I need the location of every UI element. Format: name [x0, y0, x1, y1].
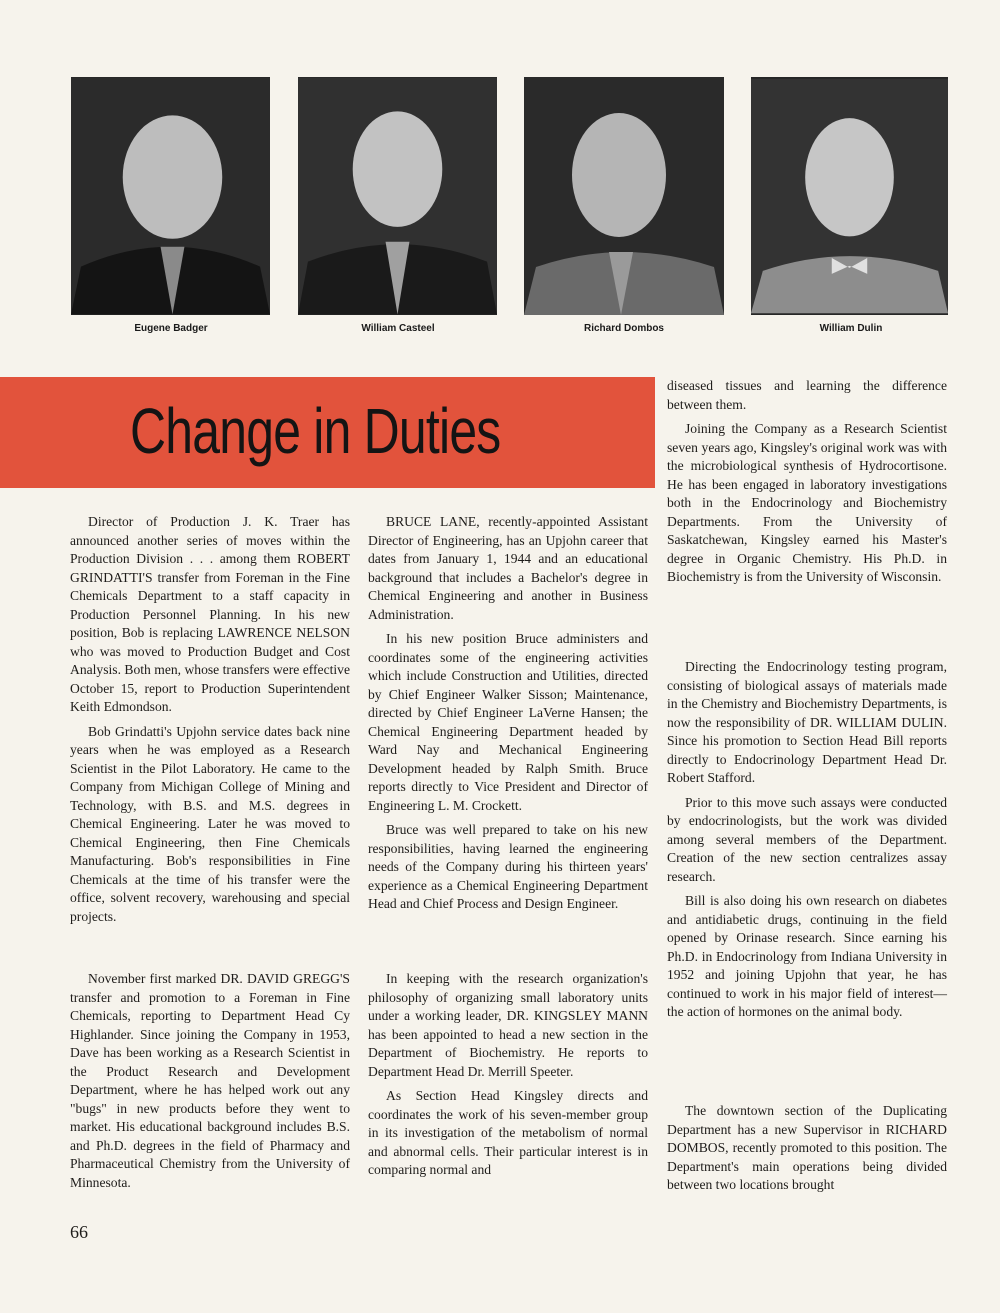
paragraph: As Section Head Kingsley directs and coordinates the work of his seven-member group in its investigation of the metabolism of normal and abnormal cells. Their particular interest is in comparing normal and [368, 1088, 648, 1177]
article-column-2-top [368, 513, 648, 920]
page-number: 66 [70, 1222, 88, 1242]
article-column-2-bottom [368, 970, 648, 1186]
portrait-photo [524, 77, 724, 315]
paragraph: BRUCE LANE, recently-appointed Assistant Director of Engineering, has an Upjohn career that dates from January 1, 1944 and an educational background that includes a Bachelor's degree in Chemical Engineering and another in Business Administration. [368, 514, 648, 622]
paragraph: The downtown section of the Duplicating Department has a new Supervisor in RICHARD DOMBOS, recently promoted to this position. The Department's main operations being divided between two locations brought [667, 1103, 947, 1192]
paragraph: Joining the Company as a Research Scientist seven years ago, Kingsley's original work was with the microbiological synthesis of Hydrocortisone. He has been engaged in laboratory investigations both in the Endocrinology and Biochemistry Departments. From the University of Saskatchewan, Kingsley earned his Master's degree in Organic Chemistry. His Ph.D. in Biochemistry is from the University of Wisconsin. [667, 421, 947, 584]
article-column-3-middle [667, 658, 947, 1028]
page-title: Change in Duties [130, 395, 501, 467]
article-column-1-top [70, 513, 350, 932]
paragraph: Bruce was well prepared to take on his new responsibilities, having learned the engineering needs of the Company during his thirteen years' experience as a Chemical Engineering Department Head and Chief Process and Design Engineer. [368, 822, 648, 911]
paragraph: Directing the Endocrinology testing program, consisting of biological assays of materials made in the Chemistry and Biochemistry Departments, is now the responsibility of DR. WILLIAM DULIN. Since his promotion to Section Head Bill reports directly to Endocrinology Department Head Dr. Robert Stafford. [667, 659, 947, 785]
paragraph: Bob Grindatti's Upjohn service dates back nine years when he was employed as a Research Scientist in the Pilot Laboratory. He came to the Company from Michigan College of Mining and Technology, with B.S. and M.S. degrees in Chemical Engineering. Later he was moved to Chemical Engineering, then Fine Chemicals Manufacturing. Bob's responsibilities in Fine Chemicals at the time of his transfer were the office, solvent recovery, warehousing and special projects. [70, 723, 350, 924]
paragraph: Prior to this move such assays were conducted by endocrinologists, but the work was divided among several members of the Department. Creation of the new section centralizes assay research. [667, 794, 947, 884]
portrait-photo [751, 77, 948, 315]
photo-caption: William Dulin [819, 323, 883, 334]
paragraph: diseased tissues and learning the difference between them. [667, 378, 947, 412]
article-column-3-top [667, 377, 947, 593]
photo-caption: Eugene Badger [134, 323, 208, 334]
paragraph: In his new position Bruce administers and coordinates some of the engineering activities which include Construction and Utilities, directed by Chief Engineer Walker Sisson; Maintenance, directed by Chief Engineer LaVerne Hansen; the Chemical Engineering Department headed by Ward Nay and Mechanical Engineering Development headed by Ralph Smith. Bruce reports directly to Vice President and Director of Engineering L. M. Crockett. [368, 631, 648, 813]
photo-caption: Richard Dombos [583, 323, 664, 334]
portrait-photo [71, 77, 270, 315]
article-column-3-bottom [667, 1102, 947, 1201]
paragraph: Bill is also doing his own research on diabetes and antidiabetic drugs, continuing in the field opened by Orinase research. Since earning his Ph.D. in Endocrinology from Indiana University in 1952 and joining Upjohn that year, he has continued to work in his major field of interest—the action of hormones on the animal body. [667, 893, 947, 1019]
photo-caption: William Casteel [361, 323, 435, 334]
paragraph: In keeping with the research organization's philosophy of organizing small laboratory units under a working leader, DR. KINGSLEY MANN has been appointed to head a new section in the Department of Biochemistry. He reports to Department Head Dr. Merrill Speeter. [368, 971, 648, 1079]
portrait-photo [298, 77, 497, 315]
paragraph: Director of Production J. K. Traer has announced another series of moves within the Production Division . . . among them ROBERT GRINDATTI'S transfer from Foreman in the Fine Chemicals Department to a staff capacity in Production Personnel Planning. In his new position, Bob is replacing LAWRENCE NELSON who was moved to Production Budget and Cost Analysis. Both men, whose transfers were effective October 15, report to Production Superintendent Keith Edmondson. [70, 514, 350, 714]
article-column-1-bottom [70, 970, 350, 1198]
paragraph: November first marked DR. DAVID GREGG'S transfer and promotion to a Foreman in Fine Chemicals, reporting to Department Head Cy Highlander. Since joining the Company in 1953, Dave has been working as a Research Scientist in the Product Research and Development Department, where he has helped work out any "bugs" in new products before they went to market. His educational background includes B.S. and Ph.D. degrees in the field of Pharmacy and Pharmaceutical Chemistry from the University of Minnesota. [70, 971, 350, 1190]
